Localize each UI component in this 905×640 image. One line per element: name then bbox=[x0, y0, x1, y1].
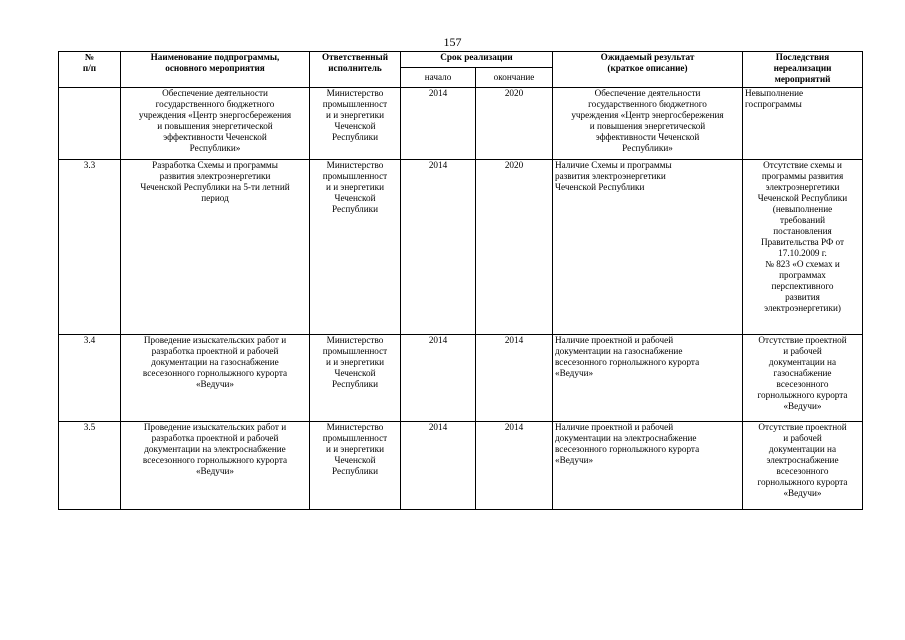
page-number: 157 bbox=[443, 35, 462, 49]
table-row bbox=[59, 88, 863, 160]
row-name: Обеспечение деятельности государственного бюджетного учреждения «Центр энергосбережения и повышения энергетической эффективности Чеченской Республики» bbox=[121, 88, 310, 160]
table-header bbox=[59, 52, 863, 88]
header-number: № п/п bbox=[59, 52, 121, 88]
row-executor: Министерство промышленност и и энергетики Чеченской Республики bbox=[310, 335, 401, 422]
measures-table bbox=[58, 51, 863, 510]
row-number: 3.3 bbox=[59, 160, 121, 335]
header-start: начало bbox=[401, 68, 476, 88]
row-result: Наличие проектной и рабочей документации на газоснабжение всесезонного горнолыжного курорта «Ведучи» bbox=[553, 335, 743, 422]
header-result: Ожидаемый результат (краткое описание) bbox=[553, 52, 743, 88]
header-name: Наименование подпрограммы, основного мероприятия bbox=[121, 52, 310, 88]
row-start: 2014 bbox=[401, 160, 476, 335]
row-number: 3.4 bbox=[59, 335, 121, 422]
row-consequences: Отсутствие проектной и рабочей документации на газоснабжение всесезонного горнолыжного курорта «Ведучи» bbox=[743, 335, 863, 422]
header-end: окончание bbox=[476, 68, 553, 88]
table-row bbox=[59, 335, 863, 422]
row-executor: Министерство промышленност и и энергетики Чеченской Республики bbox=[310, 88, 401, 160]
row-end: 2020 bbox=[476, 160, 553, 335]
row-end: 2014 bbox=[476, 335, 553, 422]
row-number: 3.5 bbox=[59, 422, 121, 510]
table-row bbox=[59, 422, 863, 510]
row-executor: Министерство промышленност и и энергетики Чеченской Республики bbox=[310, 422, 401, 510]
row-start: 2014 bbox=[401, 422, 476, 510]
row-executor: Министерство промышленност и и энергетики Чеченской Республики bbox=[310, 160, 401, 335]
header-executor: Ответственный исполнитель bbox=[310, 52, 401, 88]
table-row bbox=[59, 160, 863, 335]
header-consequences: Последствия нереализации мероприятий bbox=[743, 52, 863, 88]
row-number bbox=[59, 88, 121, 160]
row-name: Разработка Схемы и программы развития электроэнергетики Чеченской Республики на 5-ти летний период bbox=[121, 160, 310, 335]
header-period: Срок реализации bbox=[401, 52, 553, 68]
row-name: Проведение изыскательских работ и разработка проектной и рабочей документации на электроснабжение всесезонного горнолыжного курорта «Ведучи» bbox=[121, 422, 310, 510]
row-result: Наличие Схемы и программы развития электроэнергетики Чеченской Республики bbox=[553, 160, 743, 335]
row-start: 2014 bbox=[401, 335, 476, 422]
row-start: 2014 bbox=[401, 88, 476, 160]
row-end: 2014 bbox=[476, 422, 553, 510]
row-consequences: Отсутствие проектной и рабочей документации на электроснабжение всесезонного горнолыжного курорта «Ведучи» bbox=[743, 422, 863, 510]
row-consequences: Отсутствие схемы и программы развития электроэнергетики Чеченской Республики (невыполнение требований постановления Правительства РФ от 17.10.2009 г. № 823 «О схемах и программах перспективного развития электроэнергетики) bbox=[743, 160, 863, 335]
row-result: Обеспечение деятельности государственного бюджетного учреждения «Центр энергосбережения и повышения энергетической эффективности Чеченской Республики» bbox=[553, 88, 743, 160]
row-result: Наличие проектной и рабочей документации на электроснабжение всесезонного горнолыжного курорта «Ведучи» bbox=[553, 422, 743, 510]
row-end: 2020 bbox=[476, 88, 553, 160]
row-name: Проведение изыскательских работ и разработка проектной и рабочей документации на газоснабжение всесезонного горнолыжного курорта «Ведучи» bbox=[121, 335, 310, 422]
row-consequences: Невыполнение госпрограммы bbox=[743, 88, 863, 160]
